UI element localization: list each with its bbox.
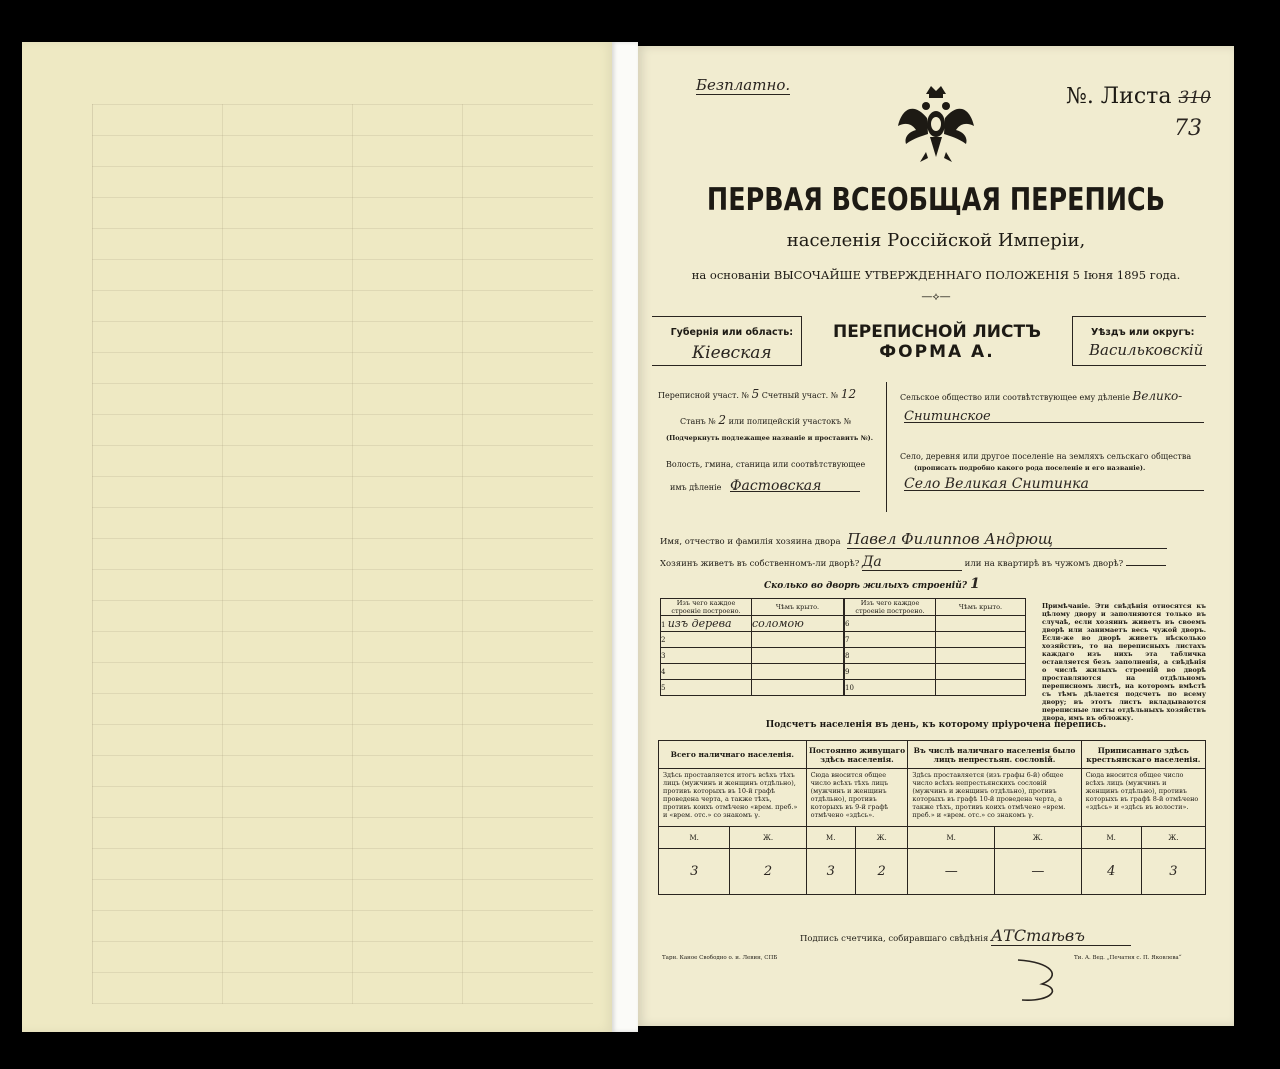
total-female: 2 bbox=[730, 849, 806, 895]
pop-col-2-title: Постоянно живущаго здѣсь населенія. bbox=[806, 741, 908, 769]
owner-name-value: Павел Филиппов Андрющ bbox=[847, 530, 1167, 549]
sheet-number-value: 310 bbox=[1178, 88, 1211, 108]
province-value: Кіевская bbox=[692, 343, 772, 363]
owner-yard-row: Хозяинъ живетъ въ собственномъ-ли дворѣ? Да или на квартирѣ въ чужомъ дворѣ? bbox=[660, 554, 1166, 571]
sheet-number-label: №. Листа bbox=[1066, 84, 1172, 109]
own-yard-value: Да bbox=[862, 554, 962, 571]
pop-col-1-title: Всего наличнаго населенія. bbox=[659, 741, 807, 769]
camp-value: 2 bbox=[718, 413, 727, 427]
village-value: Село Великая Снитинка bbox=[904, 476, 1089, 492]
building-1-roof: соломою bbox=[752, 616, 844, 632]
peasant-male: 4 bbox=[1081, 849, 1141, 895]
buildings-table-right: Изъ чего каждое строеніе построено. Чѣмъ крыто. 6 7 8 9 10 bbox=[844, 598, 1026, 696]
peasant-female: 3 bbox=[1141, 849, 1205, 895]
imperial-eagle-emblem bbox=[896, 82, 976, 172]
printer-left: Тарн. Каное Свободно о. и. Левин, СПБ bbox=[662, 955, 778, 961]
resident-female: 2 bbox=[855, 849, 908, 895]
pop-col-4-title: Приписаннаго здѣсь крестьянскаго населенія. bbox=[1081, 741, 1205, 769]
ornament-divider: —⟡— bbox=[921, 290, 951, 303]
page-number: 73 bbox=[1174, 116, 1202, 141]
owner-name-row: Имя, отчество и фамилія хозяина двора Павел Филиппов Андрющ bbox=[660, 530, 1167, 549]
buildings-table bbox=[660, 598, 1026, 698]
society-value-2: Снитинское bbox=[904, 409, 991, 424]
census-area-value: 5 bbox=[751, 387, 760, 401]
count-area-value: 12 bbox=[840, 387, 857, 401]
enumerator-signature: АТСтаѣвъ bbox=[991, 926, 1131, 946]
signature-flourish bbox=[1012, 956, 1072, 1006]
pop-col-3-title: Въ числѣ наличнаго населенія было лицъ непрестьян. сословій. bbox=[908, 741, 1081, 769]
faint-ruled-lines bbox=[92, 104, 593, 1004]
census-form-page bbox=[638, 46, 1234, 1026]
settlement-fields: Сельское общество или соотвѣтствующее ему дѣленіе Велико- Снитинское Село, деревня или другое поселеніе на земляхъ сельскаго общества (прописать подробно какого рода поселеніе и его названіе). Село Великая Снитинка bbox=[900, 384, 1206, 508]
form-subtitle: населенія Россійской Имперіи, bbox=[786, 230, 1086, 251]
district-value: Васильковскій bbox=[1089, 341, 1204, 359]
buildings-table-left: Изъ чего каждое строеніе построено. Чѣмъ крыто. 1 изъ дерева соломою 2 3 4 5 bbox=[660, 598, 844, 696]
free-label: Безплатно. bbox=[696, 76, 791, 94]
sheet-title: ПЕРЕПИСНОЙ ЛИСТЪ bbox=[832, 322, 1042, 342]
population-table: Всего наличнаго населенія. Постоянно живущаго здѣсь населенія. Въ числѣ наличнаго населенія было лицъ непрестьян. сословій. Приписаннаго здѣсь крестьянскаго населенія. Здѣсь проставляется итогъ всѣхъ тѣхъ лицъ (мужчинъ и женщинъ отдѣльно), противъ которыхъ въ 10-й графѣ проведена черта, а также тѣхъ, противъ коихъ отмѣчено «врем. преб.» и «врем. отс.» со знакомъ γ. Сюда вносится общее число всѣхъ тѣхъ лицъ (мужчинъ и женщинъ отдѣльно), противъ которыхъ въ 9-й графѣ отмѣчено «здѣсь». Здѣсь проставляется (изъ графы 6-й) общее число всѣхъ непрестьянскихъ сословій (мужчинъ и женщинъ отдѣльно), противъ которыхъ въ графѣ 10-й проведена черта, а также тѣхъ, противъ коихъ отмѣчено «врем. преб.» и «врем. отс.» со знакомъ γ. Сюда вносится общее число всѣхъ лицъ (мужчинъ и женщинъ отдѣльно), противъ которыхъ въ графѣ 8-й отмѣчено «здѣсь» и «здѣсь въ волости». М. Ж. М. Ж. М. Ж. М. Ж. 3 2 3 2 — — 4 3 bbox=[658, 740, 1206, 895]
buildings-count-row: Сколько во дворѣ жилыхъ строеній? 1 bbox=[764, 576, 980, 592]
form-type-title: ФОРМА А. bbox=[879, 342, 995, 362]
nonpeasant-male: — bbox=[908, 849, 995, 895]
buildings-count-value: 1 bbox=[970, 576, 980, 592]
total-male: 3 bbox=[659, 849, 730, 895]
book-gutter bbox=[612, 42, 638, 1032]
resident-male: 3 bbox=[806, 849, 855, 895]
area-fields: Переписной участ. № 5 Счетный участ. № 12 Станъ № 2 или полицейскій участокъ № (Подчеркнуть подлежащее названіе и проставить №). Волость, гмина, станица или соотвѣтствующее имъ дѣленіе Фастовская bbox=[658, 387, 873, 494]
form-main-title: ПЕРВАЯ ВСЕОБЩАЯ ПЕРЕПИСЬ bbox=[706, 182, 1166, 218]
signature-row: Подпись счетчика, собиравшаго свѣдѣнія АТСтаѣвъ bbox=[800, 926, 1131, 946]
building-1-material: изъ дерева bbox=[667, 617, 732, 630]
legal-basis-line: на основаніи ВЫСОЧАЙШЕ УТВЕРЖДЕННАГО ПОЛОЖЕНІЯ 5 Іюня 1895 года. bbox=[691, 268, 1181, 282]
left-blank-page bbox=[22, 42, 614, 1032]
society-value: Велико- bbox=[1132, 389, 1183, 403]
volost-value: Фастовская bbox=[730, 482, 860, 492]
side-note: Примѣчаніе. Эти свѣдѣнія относятся къ цѣлому двору и заполняются только въ случаѣ, если хозяинъ живетъ въ своемъ дворѣ или занимаетъ весь чужой дворъ. Если-же во дворѣ живетъ нѣсколько хозяйствъ, то на переписныхъ листахъ каждаго изъ нихъ эта табличка оставляется безъ заполненія, а свѣдѣнія о числѣ жилыхъ строеній во дворѣ проставляются на отдѣльномъ переписномъ листѣ, на которомъ вмѣстѣ съ тѣмъ дѣлается подсчетъ по всему двору; въ этотъ листъ вкладываются переписные листы отдѣльныхъ хозяйствъ двора, имъ въ обложку. bbox=[1042, 602, 1206, 722]
printer-right: Ти. А. Вед. „Печатня с. П. Яковлева“ bbox=[1074, 955, 1182, 961]
district-box: Уѣздъ или округъ: Васильковскій bbox=[1072, 316, 1206, 366]
population-heading: Подсчетъ населенія въ день, къ которому пріурочена перепись. bbox=[765, 720, 1107, 730]
nonpeasant-female: — bbox=[995, 849, 1082, 895]
province-box: Губернія или область: Кіевская bbox=[652, 316, 802, 366]
sheet-title-box bbox=[802, 316, 1072, 366]
